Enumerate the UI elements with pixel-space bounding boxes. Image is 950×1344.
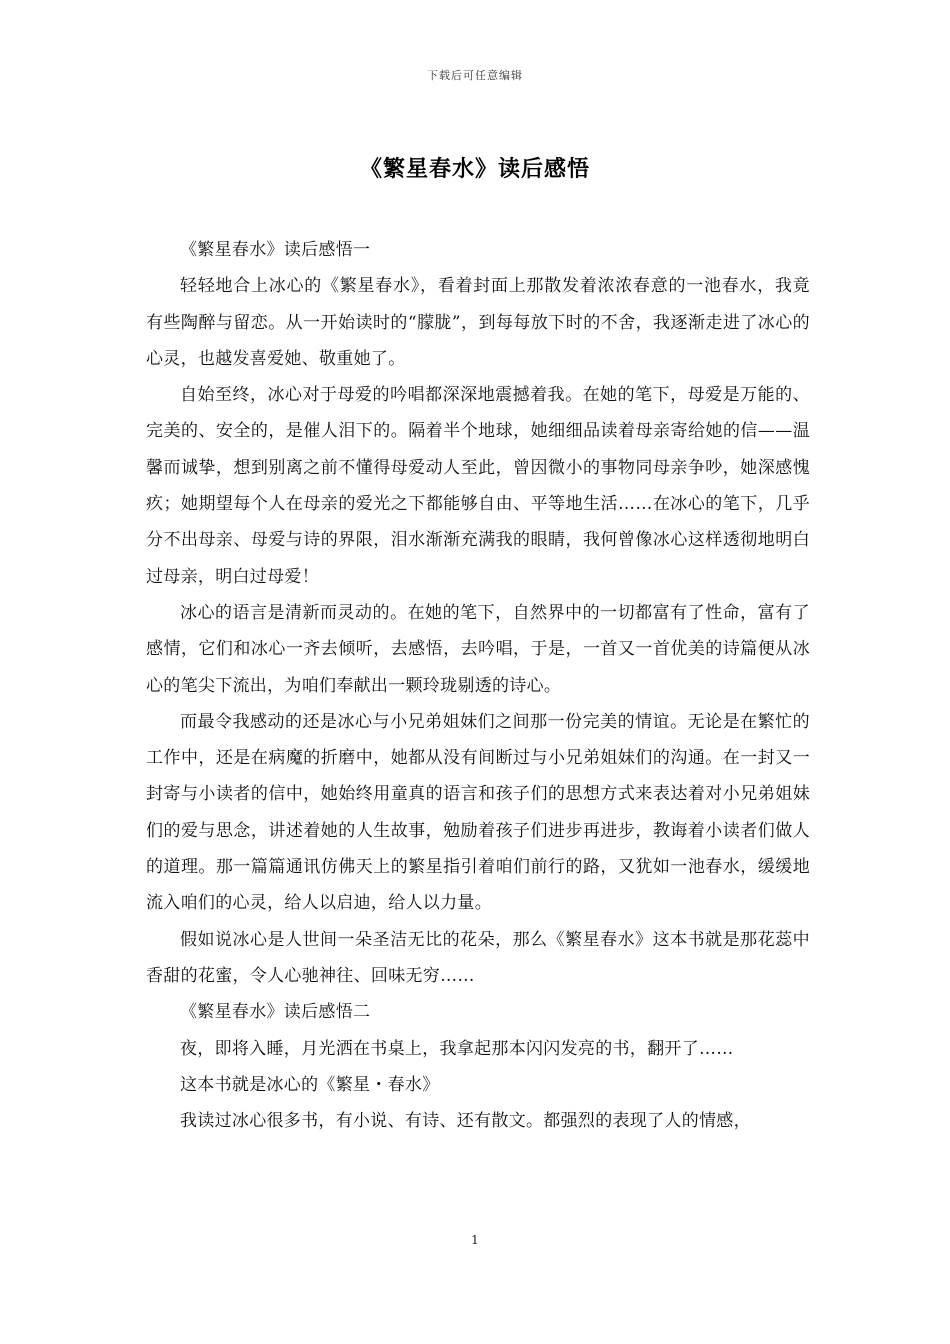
paragraph: 轻轻地合上冰心的《繁星春水》，看着封面上那散发着浓浓春意的一池春水，我竟有些陶醉与留恋。从一开始读时的“朦胧”，到每每放下时的不舍，我逐渐走进了冰心的心灵，也越发喜爱她、敬重她了。 (146, 276, 810, 369)
paragraph: 假如说冰心是人世间一朵圣洁无比的花朵，那么《繁星春水》这本书就是那花蕊中香甜的花蜜，令人心驰神往、回味无穷…… (146, 929, 810, 986)
paragraph: 我读过冰心很多书，有小说、有诗、还有散文。都强烈的表现了人的情感， (180, 1111, 751, 1132)
paragraph: 自始至终，冰心对于母爱的吟唱都深深地震撼着我。在她的笔下，母爱是万能的、完美的、安全的，是催人泪下的。隔着半个地球，她细细品读着母亲寄给她的信——温馨而诚挚，想到别离之前不懂得母爱动人至此，曾因微小的事物同母亲争吵，她深感愧疚；她期望每个人在母亲的爱光之下都能够自由、平等地生活……在冰心的笔下，几乎分不出母亲、母爱与诗的界限，泪水渐渐充满我的眼睛，我何曾像冰心这样透彻地明白过母亲，明白过母爱！ (146, 385, 810, 587)
page-number: 1 (471, 1233, 479, 1247)
section-heading-2: 《繁星春水》读后感悟二 (180, 1002, 371, 1023)
paragraph: 这本书就是冰心的《繁星・春水》 (180, 1074, 440, 1095)
paragraph: 夜，即将入睡，月光洒在书桌上，我拿起那本闪闪发亮的书，翻开了…… (180, 1038, 734, 1059)
paragraph: 而最令我感动的还是冰心与小兄弟姐妹们之间那一份完美的情谊。无论是在繁忙的工作中，还是在病魔的折磨中，她都从没有间断过与小兄弟姐妹们的沟通。在一封又一封寄与小读者的信中，她始终用童真的语言和孩子们的思想方式来表达着对小兄弟姐妹们的爱与思念，讲述着她的人生故事，勉励着孩子们进步再进步，教诲着小读者们做人的道理。那一篇篇通讯仿佛天上的繁星指引着咱们前行的路，又犹如一池春水，缓缓地流入咱们的心灵，给人以启迪，给人以力量。 (146, 711, 810, 914)
paragraph: 冰心的语言是清新而灵动的。在她的笔下，自然界中的一切都富有了性命，富有了感情，它们和冰心一齐去倾听，去感悟，去吟唱，于是，一首又一首优美的诗篇便从冰心的笔尖下流出，为咱们奉献出一颗玲珑剔透的诗心。 (146, 602, 810, 696)
section-heading-1: 《繁星春水》读后感悟一 (180, 240, 371, 260)
header-note: 下载后可任意编辑 (427, 69, 523, 82)
document-body (146, 232, 810, 1139)
document-title: 《繁星春水》读后感悟 (359, 156, 590, 182)
